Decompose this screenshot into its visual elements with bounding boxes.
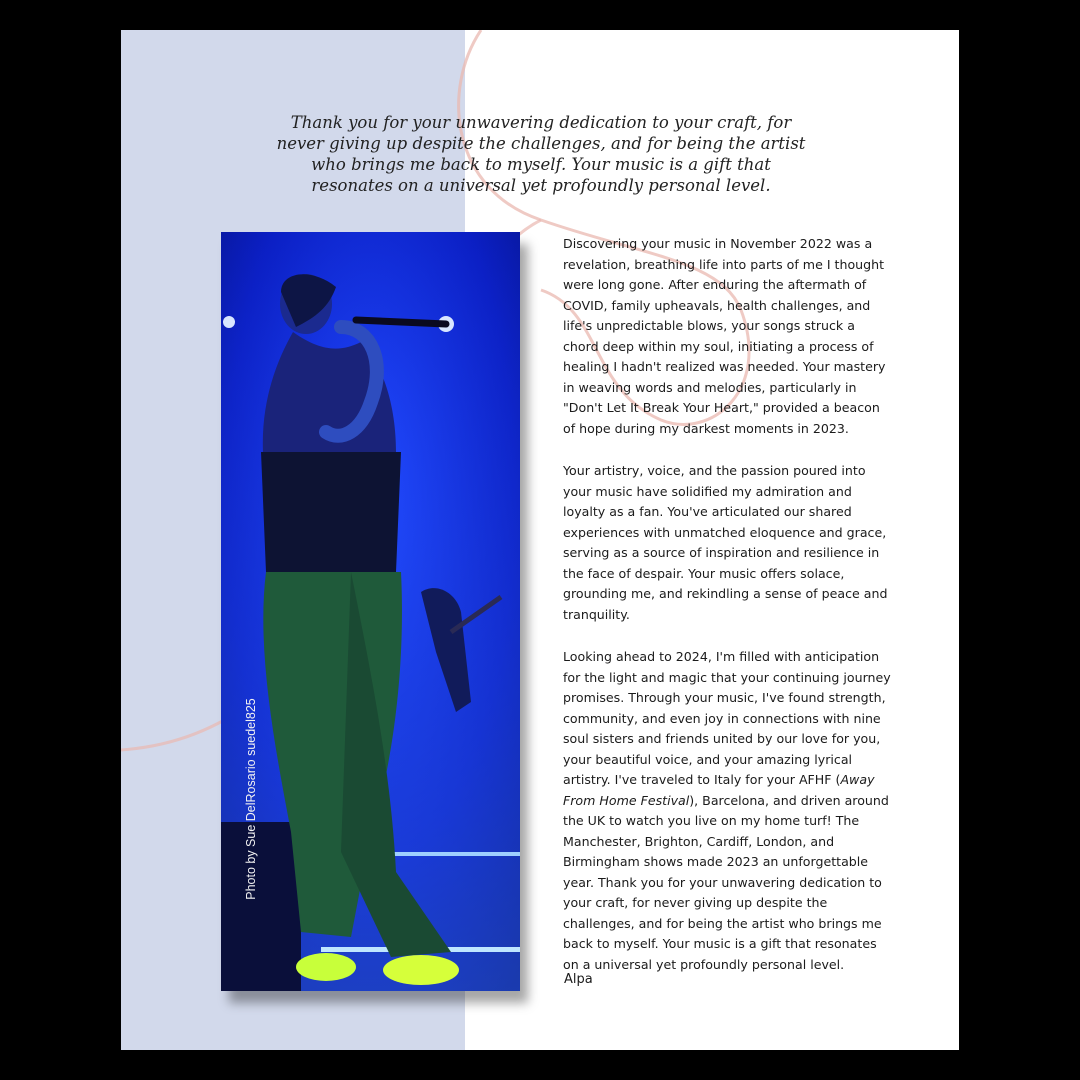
letter-page: [121, 30, 959, 1050]
paragraph-3-text-a: Looking ahead to 2024, I'm filled with anticipation for the light and magic that your continuing journey promises. Through your music, I've found strength, community, and even joy in connections with nine soul sisters and friends united by our love for you, your beautiful voice, and your amazing lyrical artistry. I've traveled to Italy for your AFHF (: [563, 649, 891, 787]
paragraph-2: Your artistry, voice, and the passion poured into your music have solidified my admiration and loyalty as a fan. You've articulated our shared experiences with unmatched eloquence and grace, serving as a source of inspiration and resilience in the face of despair. Your music offers solace, grounding me, and rekindling a sense of peace and tranquility.: [563, 463, 888, 622]
letter-body: [563, 234, 893, 997]
paragraph-3: [563, 647, 893, 975]
performer-image: [221, 232, 520, 991]
signature: Alpa: [564, 972, 593, 987]
paragraph-1: Discovering your music in November 2022 was a revelation, breathing life into parts of me I thought were long gone. After enduring the aftermath of COVID, family upheavals, health challenges, and life's unpredictable blows, your songs struck a chord deep within my soul, initiating a process of healing I hadn't realized was needed. Your mastery in weaving words and melodies, particularly in "Don't Let It Break Your Heart," provided a beacon of hope during my darkest moments in 2023.: [563, 236, 886, 436]
festival-name: Away From Home Festival: [563, 772, 875, 808]
photo-credit: Photo by Sue DelRosario suedel825: [244, 698, 258, 900]
pull-quote: Thank you for your unwavering dedication to your craft, for never giving up despite the challenges, and for being the artist who brings me back to myself. Your music is a gift that resonates on a universal yet profoundly personal level.: [276, 113, 806, 195]
concert-photo: [221, 232, 520, 991]
paragraph-3-text-b: ), Barcelona, and driven around the UK to watch you live on my home turf! The Manchester, Brighton, Cardiff, London, and Birmingham shows made 2023 an unforgettable year. Thank you for your unwavering dedication to your craft, for never giving up despite the challenges, and for being the artist who brings me back to myself. Your music is a gift that resonates on a universal yet profoundly personal level.: [563, 792, 889, 972]
